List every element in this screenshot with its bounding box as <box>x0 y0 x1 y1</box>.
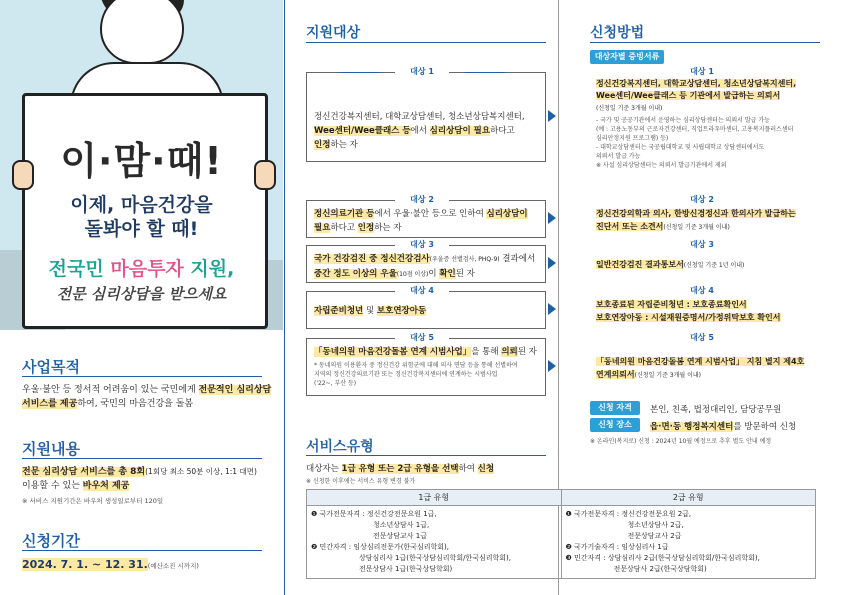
hero-sub2: 돌봐야 할 때! <box>84 218 199 240</box>
a1n2: (예 : 고용노동부의 근로자건강센터, 직업트라우마센터, 고용복지플러스센터 <box>596 126 794 133</box>
svc-a: 대상자는 <box>306 464 342 474</box>
support-line2b: 바우처 제공 <box>82 481 130 491</box>
c1-0: ❶ 국가전문자격 : 정신건강전문요원 1급, <box>311 510 437 518</box>
t2f: 인정 <box>357 223 375 233</box>
support-note: ※ 서비스 지원기간은 바우처 생성일로부터 120일 <box>22 497 164 505</box>
t3h: 된 자 <box>455 269 475 279</box>
c1-3: ❷ 민간자격 : 임상심리전문가(한국심리학회), <box>311 543 449 551</box>
place-text <box>650 420 796 432</box>
t3d: 중간 정도 이상의 우울 <box>314 269 397 279</box>
target-divider <box>306 42 546 43</box>
t5n2: 지역의 정신건강의료기관 또는 정신건강복지센터에 연계하는 시범사업 <box>314 371 498 378</box>
service-col2-header: 2급 유형 <box>561 490 816 506</box>
apply-text-3 <box>596 258 826 273</box>
place-label: 신청 장소 <box>590 418 640 432</box>
purpose-line1a: 우울·불안 등 정서적 어려움이 있는 국민에게 <box>22 385 199 395</box>
apply-tag-1: 대상 1 <box>690 67 714 76</box>
hero-sub1: 이제, 마음건강을 <box>70 194 213 216</box>
period-title: 신청기간 <box>22 532 80 550</box>
person-head <box>100 0 184 64</box>
a4a: 보호종료된 자립준비청년 : 보호종료확인서 <box>596 300 747 309</box>
apply-text-1 <box>596 78 826 115</box>
t4c: 보호연장아동 <box>376 306 427 316</box>
t5n3: ('22~, 부산 등) <box>314 380 357 387</box>
service-col2-cell <box>561 506 816 579</box>
apply-online-note: ※ 온라인(복지로) 신청 : 2024년 10월 예정으로 추후 별도 안내 예정 <box>590 438 772 445</box>
purpose-divider <box>22 376 262 377</box>
t3c: 결과에서 <box>499 254 536 264</box>
a3a: 일반건강검진 결과통보서 <box>596 260 684 269</box>
a5a: 「동네의원 마음건강돌봄 연계 시범사업」 지침 별지 제4호 <box>596 357 805 366</box>
target-tag-5: 대상 5 <box>395 332 449 343</box>
t2b: 에서 우울·불안 등으로 인하여 <box>374 209 487 219</box>
t3a: 국가 건강검진 중 정신건강검사 <box>314 254 430 264</box>
a2a: 정신건강의학과 의사, 한방신경정신과 한의사가 발급하는 <box>596 209 796 218</box>
purpose-title: 사업목적 <box>22 358 80 376</box>
arrow-4 <box>548 303 556 315</box>
c1-4: 상담심리사 1급(한국상담심리학회/한국심리학회), <box>359 554 511 562</box>
t1c: 에서 <box>410 126 430 136</box>
hero-sub3-c: 지원, <box>183 258 235 280</box>
service-title: 서비스유형 <box>306 439 374 455</box>
period-divider <box>22 550 262 551</box>
period-note: (예산소진 시까지) <box>147 562 199 570</box>
target-note-5 <box>314 361 546 388</box>
a1n4: - 대학교상담센터는 국공립대학교 및 사립대학교 상담센터에서도 <box>596 144 765 151</box>
support-title: 지원내용 <box>22 440 80 458</box>
t5b: 을 통해 <box>471 347 502 357</box>
svc-b: 1급 유형 또는 2급 유형을 선택 <box>341 464 459 474</box>
place-b: 를 방문하여 신청 <box>733 422 797 432</box>
target-text-5 <box>314 345 546 359</box>
a2c: (신청일 기준 3개월 이내) <box>663 224 730 231</box>
c2-5: 전문상담사 2급(한국상담학회) <box>613 565 707 573</box>
support-body <box>22 465 277 493</box>
a1a: 정신건강복지센터, 대학교상담센터, 청소년상담복지센터, <box>596 79 797 88</box>
t4a: 자립준비청년 <box>314 306 364 316</box>
a1n1: - 국가 및 공공기관에서 운영하는 심리상담센터는 의뢰서 발급 가능 <box>596 117 770 124</box>
tagline-r <box>465 72 505 73</box>
purpose-line1b: 전문적인 심리상담 <box>198 385 272 395</box>
c2-3: ❷ 국가기술자격 : 임상심리사 1급 <box>565 543 669 551</box>
apply-divider <box>590 42 820 43</box>
svc-d: 신청 <box>477 464 495 474</box>
qual-label: 신청 자격 <box>590 401 640 415</box>
hero-sub3 <box>0 254 283 281</box>
a1b: Wee센터/Wee클래스 등 기관에서 발급하는 의뢰서 <box>596 91 781 100</box>
arrow-3 <box>548 257 556 269</box>
target-text-3 <box>314 252 546 282</box>
t1g: 하는 자 <box>330 140 358 150</box>
target-text-4 <box>314 304 546 318</box>
c2-4: ❸ 민간자격 : 상담심리사 2급(한국상담심리학회/한국심리학회), <box>565 554 760 562</box>
purpose-line2a: 서비스를 제공 <box>22 399 78 409</box>
t4b: 및 <box>363 306 377 316</box>
docs-label: 대상자별 증빙서류 <box>590 50 664 64</box>
c1-5: 전문상담사 1급(한국상담학회) <box>359 565 453 573</box>
apply-tag-5: 대상 5 <box>690 333 714 342</box>
svc-c: 하여 <box>458 464 478 474</box>
t3e: (10점 이상) <box>396 271 429 278</box>
service-divider <box>306 455 546 456</box>
service-col1-cell <box>307 506 562 579</box>
c2-1: 청소년상담사 2급, <box>627 521 684 529</box>
service-line <box>306 462 494 476</box>
target-tag-1: 대상 1 <box>395 66 449 77</box>
hero-sub4: 전문 심리상담을 받으세요 <box>56 285 227 303</box>
target-tag-4: 대상 4 <box>395 285 449 296</box>
service-note: ※ 신청한 이후에는 서비스 유형 변경 불가 <box>306 478 416 485</box>
a3b: (신청일 기준 1년 이내) <box>683 262 745 269</box>
apply-text-2 <box>596 207 826 234</box>
t3f: 이 <box>428 269 440 279</box>
t5n1: * 동네의원 이용환자 중 정신건강 위험군에 대해 의사 면담 등을 통해 선별하여 <box>314 362 518 369</box>
qual-text: 본인, 친족, 법정대리인, 담당공무원 <box>650 405 782 415</box>
service-table <box>306 489 816 579</box>
target-tag-2: 대상 2 <box>395 194 449 205</box>
tagline-l <box>340 72 380 73</box>
apply-tag-4: 대상 4 <box>690 286 714 295</box>
apply-text-5 <box>596 355 826 382</box>
support-line1a: 전문 심리상담 서비스를 총 8회 <box>22 467 146 477</box>
t2g: 하는 자 <box>374 223 402 233</box>
c2-0: ❶ 국가전문자격 : 정신건강전문요원 2급, <box>565 510 692 518</box>
a5b: 연계의뢰서 <box>596 370 635 379</box>
t1a: 정신건강복지센터, 대학교상담센터, 청소년상담복지센터, <box>314 112 525 122</box>
a5c: (신청일 기준 3개월 이내) <box>634 372 702 379</box>
left-panel <box>0 0 283 595</box>
c1-1: 청소년상담사 1급, <box>373 521 430 529</box>
t2e: 하다고 <box>330 223 358 233</box>
target-text-2 <box>314 207 546 235</box>
c2-2: 전문상담교사 2급 <box>627 532 682 540</box>
apply-tag-2: 대상 2 <box>690 195 714 204</box>
t3g: 확인 <box>439 269 456 279</box>
t1d: 심리상담이 필요 <box>429 126 491 136</box>
hero-sub3-a: 전국민 <box>48 258 111 280</box>
service-col1-header: 1급 유형 <box>307 490 562 506</box>
arrow-2 <box>548 212 556 224</box>
place-a: 읍·면·동 행정복지센터 <box>650 422 734 432</box>
apply-text-4 <box>596 298 826 324</box>
c1-2: 전문상담교사 1급 <box>373 532 428 540</box>
a1n6: ※ 사설 심리상담센터는 의뢰서 발급기관에서 제외 <box>596 162 727 169</box>
a1n5: 의뢰서 발급 가능 <box>596 153 641 160</box>
left-divider <box>284 0 285 595</box>
a4b: 보호연장아동 : 시설재원증명서/가정위탁보호 확인서 <box>596 313 781 322</box>
support-line1b: (1회당 최소 50분 이상, 1:1 대면) <box>145 467 257 476</box>
hero-sub3-b: 마음투자 <box>110 258 184 280</box>
period-dates <box>22 558 199 571</box>
t5c: 의뢰 <box>501 347 518 357</box>
arrow-5 <box>548 360 556 372</box>
t2a: 정신의료기관 등 <box>314 209 375 219</box>
t1b: Wee센터/Wee클래스 등 <box>314 126 411 136</box>
purpose-line2b: 하여, 국민의 마음건강을 돌봄 <box>77 399 194 409</box>
support-line2a: 이용할 수 있는 <box>22 481 83 491</box>
t2c: 심리상담이 <box>486 209 528 219</box>
arrow-1 <box>548 110 556 122</box>
target-tag-3: 대상 3 <box>395 239 449 250</box>
t2d: 필요 <box>314 223 331 233</box>
t5d: 된 자 <box>517 347 537 357</box>
target-text-1 <box>314 110 546 152</box>
a1n3: 심리안정지원 프로그램) 등) <box>596 135 669 142</box>
apply-title: 신청방법 <box>590 25 645 41</box>
t5a: 「동네의원 마음건강돌봄 연계 시범사업」 <box>314 347 472 357</box>
t1e: 하다고 <box>490 126 515 136</box>
period-dates-text: 2024. 7. 1. ~ 12. 31. <box>22 558 148 571</box>
t1f: 인정 <box>314 140 331 150</box>
apply-note-1 <box>596 116 826 170</box>
hero-title: 이·맘·때! <box>60 139 223 183</box>
target-title: 지원대상 <box>306 25 361 41</box>
purpose-body <box>22 383 272 411</box>
a2b: 진단서 또는 소견서 <box>596 222 664 231</box>
support-divider <box>22 458 262 459</box>
a1c: (신청일 기준 3개월 이내) <box>596 105 663 112</box>
apply-tag-3: 대상 3 <box>690 240 714 249</box>
t3b: (우울증 선별검사, PHQ-9) <box>429 256 500 263</box>
